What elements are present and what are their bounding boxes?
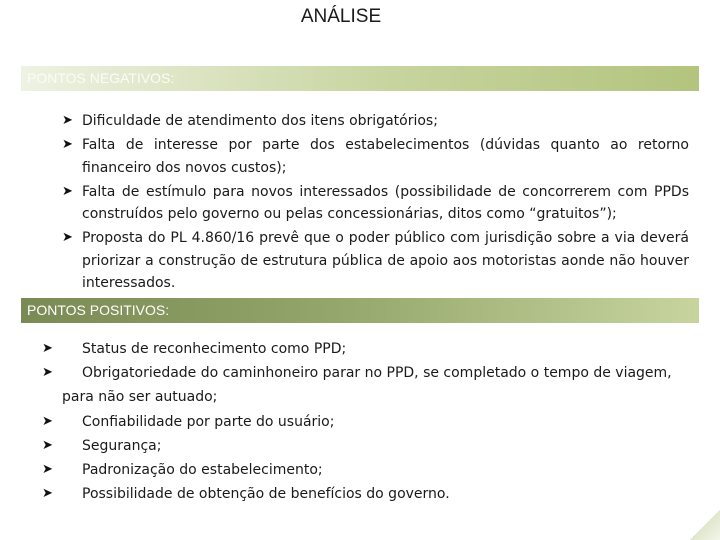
negatives-heading-bar xyxy=(21,66,699,91)
arrow-bullet-icon: ➤ xyxy=(42,462,53,478)
arrow-bullet-icon: ➤ xyxy=(42,365,53,381)
list-item xyxy=(62,110,689,133)
list-item-text: Obrigatoriedade do caminhoneiro parar no PPD, se completado o tempo de viagem, para não ser autuado; xyxy=(62,365,672,406)
list-item-text: Falta de estímulo para novos interessados (possibilidade de concorrerem com PPDs construídos pelo governo ou pelas concessionárias, ditos como “gratuitos”); xyxy=(82,183,689,222)
positives-list xyxy=(42,337,702,506)
list-item xyxy=(42,410,702,434)
list-item xyxy=(42,434,702,458)
arrow-bullet-icon: ➤ xyxy=(62,113,73,128)
list-item xyxy=(42,458,702,482)
list-item xyxy=(62,134,689,179)
list-item xyxy=(62,181,689,226)
list-item-text: Possibilidade de obtenção de benefícios do governo. xyxy=(82,486,450,503)
list-item-text: Proposta do PL 4.860/16 prevê que o poder público com jurisdição sobre a via deverá priorizar a construção de estrutura pública de apoio aos motoristas aonde não houver interessados. xyxy=(82,230,689,291)
arrow-bullet-icon: ➤ xyxy=(42,437,53,453)
list-item-text: Status de reconhecimento como PPD; xyxy=(82,341,347,357)
list-item xyxy=(62,227,689,295)
list-item xyxy=(42,482,702,506)
arrow-bullet-icon: ➤ xyxy=(42,341,53,356)
positives-heading-bar xyxy=(21,298,699,323)
list-item-text: Padronização do estabelecimento; xyxy=(82,462,323,479)
arrow-bullet-icon: ➤ xyxy=(62,183,73,199)
list-item-text: Dificuldade de atendimento dos itens obrigatórios; xyxy=(82,113,438,129)
negatives-list xyxy=(62,110,689,296)
arrow-bullet-icon: ➤ xyxy=(62,137,73,152)
page-title: ANÁLISE xyxy=(300,6,382,27)
list-item xyxy=(42,337,702,361)
arrow-bullet-icon: ➤ xyxy=(62,230,73,245)
list-item xyxy=(42,361,702,409)
negatives-heading: PONTOS NEGATIVOS: xyxy=(27,70,175,86)
positives-heading: PONTOS POSITIVOS: xyxy=(27,302,170,318)
list-item-text: Segurança; xyxy=(82,437,162,454)
arrow-bullet-icon: ➤ xyxy=(42,486,53,502)
list-item-text: Confiabilidade por parte do usuário; xyxy=(82,413,335,430)
list-item-text: Falta de interesse por parte dos estabelecimentos (dúvidas quanto ao retorno financeiro dos novos custos); xyxy=(82,137,689,176)
arrow-bullet-icon: ➤ xyxy=(42,413,53,429)
page-curl-decoration xyxy=(690,510,720,540)
